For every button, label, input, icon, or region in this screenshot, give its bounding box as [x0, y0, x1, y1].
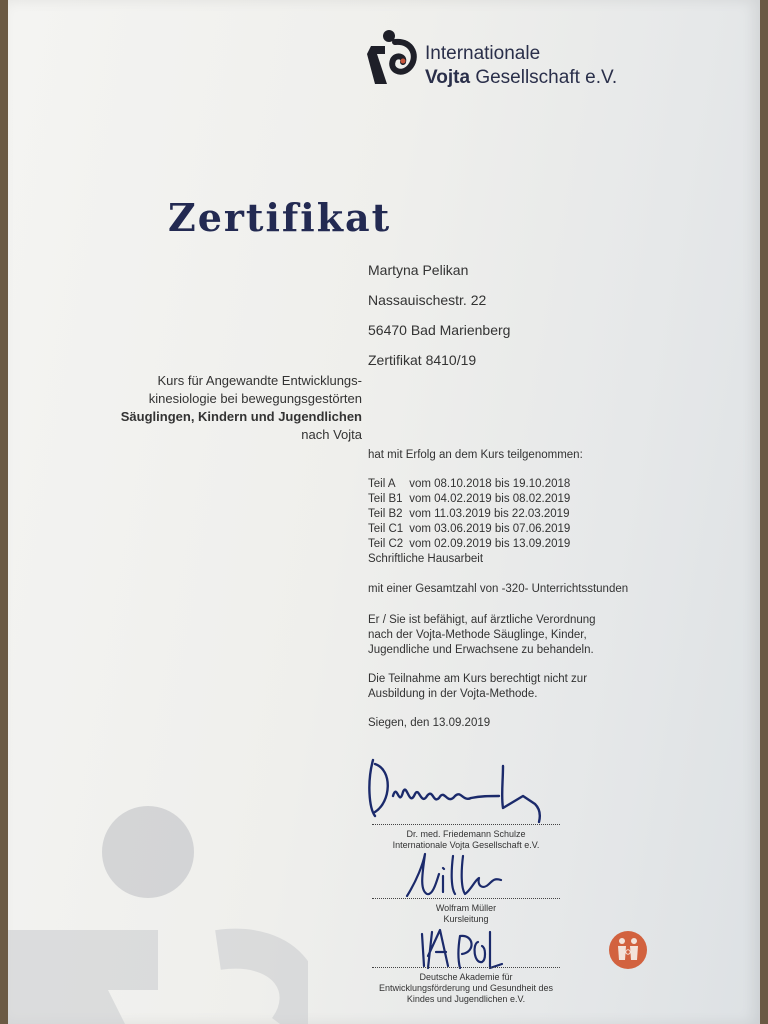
notice-text	[368, 672, 587, 702]
page-title: Zertifikat	[168, 195, 392, 240]
list-item	[368, 522, 570, 537]
signature-line	[372, 898, 560, 899]
course-description	[121, 372, 362, 444]
part-range: vom 08.10.2018 bis 19.10.2018	[409, 478, 571, 490]
list-item	[368, 477, 570, 492]
signer-org: Internationale Vojta Gesellschaft e.V.	[392, 840, 540, 850]
part-label: Teil C2	[368, 538, 404, 550]
recipient-city: 56470 Bad Marienberg	[368, 322, 511, 338]
part-range: vom 04.02.2019 bis 08.02.2019	[409, 493, 571, 505]
course-line: Kurs für Angewandte Entwicklungs-	[157, 373, 362, 388]
signature-akademie	[418, 928, 508, 972]
signature-line	[372, 967, 560, 968]
course-parts-list	[368, 477, 570, 567]
qualification-line: Jugendliche und Erwachsene zu behandeln.	[368, 644, 594, 656]
org-name-line2	[425, 67, 617, 89]
signer-name: Deutsche Akademie für	[419, 972, 513, 982]
qualification-text	[368, 613, 596, 658]
part-label: Teil B1	[368, 493, 403, 505]
org-name-rest: Gesellschaft e.V.	[470, 67, 618, 88]
signature-mueller	[403, 850, 513, 900]
list-item	[368, 507, 570, 522]
org-name-bold: Vojta	[425, 67, 471, 88]
certificate-page	[8, 0, 760, 1024]
signer-org: Entwicklungsförderung und Gesundheit des	[378, 983, 554, 993]
part-range: vom 11.03.2019 bis 22.03.2019	[409, 508, 570, 520]
qualification-line: Er / Sie ist befähigt, auf ärztliche Verordnung	[368, 614, 596, 626]
vojta-logo-icon	[365, 28, 421, 88]
recipient-street: Nassauischestr. 22	[368, 292, 487, 308]
akademie-badge-icon	[608, 930, 648, 970]
notice-line: Die Teilnahme am Kurs berechtigt nicht zur	[368, 673, 588, 685]
signature-caption	[372, 903, 560, 925]
signer-org: Kindes und Jugendlichen e.V.	[406, 994, 526, 1004]
signer-name: Wolfram Müller	[435, 903, 497, 913]
part-range: vom 02.09.2019 bis 13.09.2019	[409, 538, 571, 550]
homework-item: Schriftliche Hausarbeit	[368, 553, 484, 565]
course-line: kinesiologie bei bewegungsgestörten	[148, 391, 362, 406]
signature-schulze	[363, 752, 563, 824]
watermark-logo-icon	[8, 790, 308, 1024]
signature-caption	[372, 972, 560, 1005]
course-line: nach Vojta	[301, 427, 362, 442]
participation-statement: hat mit Erfolg an dem Kurs teilgenommen:	[368, 449, 583, 461]
signer-name: Dr. med. Friedemann Schulze	[406, 829, 526, 839]
org-name-line1: Internationale	[425, 43, 541, 64]
place-date: Siegen, den 13.09.2019	[368, 717, 491, 729]
part-label: Teil C1	[368, 523, 404, 535]
list-item	[368, 537, 570, 552]
part-range: vom 03.06.2019 bis 07.06.2019	[409, 523, 571, 535]
part-label: Teil B2	[368, 508, 403, 520]
recipient-name: Martyna Pelikan	[368, 262, 469, 278]
course-line-bold: Säuglingen, Kindern und Jugendlichen	[120, 409, 362, 424]
certificate-number: Zertifikat 8410/19	[368, 352, 477, 368]
qualification-line: nach der Vojta-Methode Säuglinge, Kinder,	[368, 629, 587, 641]
part-label: Teil A	[368, 478, 396, 490]
signature-line	[372, 824, 560, 825]
notice-line: Ausbildung in der Vojta-Methode.	[368, 688, 538, 700]
signer-role: Kursleitung	[443, 914, 489, 924]
signature-caption	[372, 829, 560, 851]
total-hours: mit einer Gesamtzahl von -320- Unterrichtsstunden	[368, 583, 629, 595]
list-item	[368, 492, 570, 507]
